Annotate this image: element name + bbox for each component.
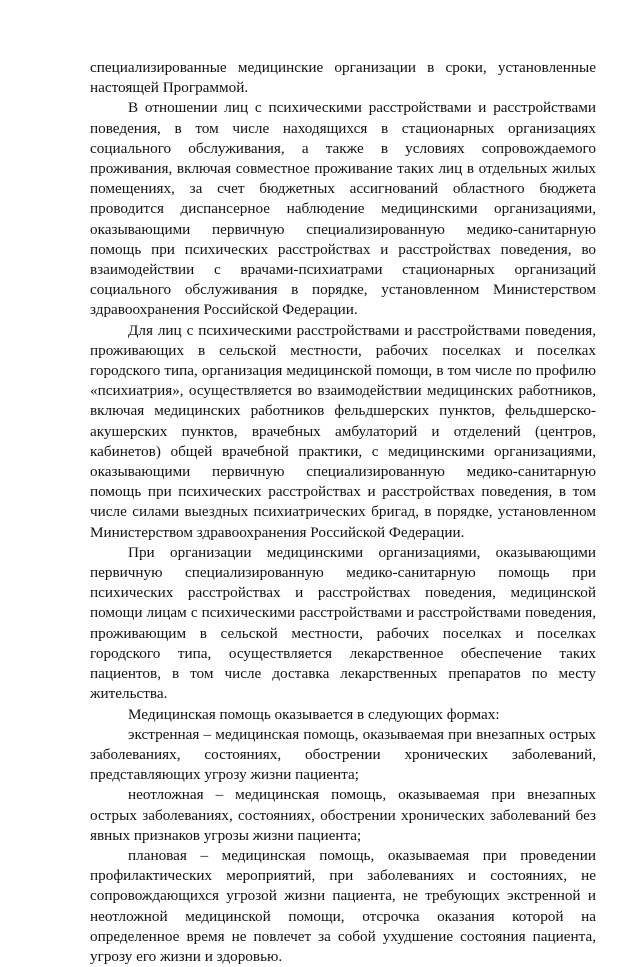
paragraph-dispensary-observation: В отношении лиц с психическими расстройствами и расстройствами поведения, в том числе находящихся в стационарных организациях социального обслуживания, а также в условиях сопровождаемого проживания, включая совместное проживание таких лиц в отдельных жилых помещениях, за счет бюджетных ассигнований областного бюджета проводится диспансерное наблюдение медицинскими организациями, оказывающими первичную специализированную медико-санитарную помощь при психических расстройствах и расстройствах поведения, во взаимодействии с врачами-психиатрами стационарных организаций социального обслуживания в порядке, установленном Министерством здравоохранения Российской Федерации. [90,99,596,319]
paragraph-care-forms-intro: Медицинская помощь оказывается в следующих формах: [128,705,500,723]
paragraph-planned-care: плановая – медицинская помощь, оказываемая при проведении профилактических мероприятий, при заболеваниях и состояниях, не сопровождающихся угрозой жизни пациента, не требующих экстренной и неотложной медицинской помощи, отсрочка оказания которой на определенное время не повлечет за собой ухудшение состояния пациента, угрозу его жизни и здоровью. [90,846,596,965]
paragraph-emergency-care: экстренная – медицинская помощь, оказываемая при внезапных острых заболеваниях, состояниях, обострении хронических заболеваний, представляющих угрозу жизни пациента; [90,725,596,784]
paragraph-drug-supply: При организации медицинскими организациями, оказывающими первичную специализированную медико-санитарную помощь при психических расстройствах и расстройствах поведения, медицинской помощи лицам с психическими расстройствами и расстройствами поведения, проживающим в сельской местности, рабочих поселках и поселках городского типа, осуществляется лекарственное обеспечение таких пациентов, в том числе доставка лекарственных препаратов по месту жительства. [90,543,596,703]
document-page [90,58,596,967]
paragraph-continuation: специализированные медицинские организации в сроки, установленные настоящей Программой. [90,59,596,97]
paragraph-urgent-care: неотложная – медицинская помощь, оказываемая при внезапных острых заболеваниях, состояниях, обострении хронических заболеваний без явных признаков угрозы жизни пациента; [90,786,596,844]
paragraph-rural-care: Для лиц с психическими расстройствами и расстройствами поведения, проживающих в сельской местности, рабочих поселках и поселках городского типа, организация медицинской помощи, в том числе по профилю «психиатрия», осуществляется во взаимодействии медицинских работников, включая медицинских работников фельдшерских пунктов, фельдшерско-акушерских пунктов, врачебных амбулаторий и отделений (центров, кабинетов) общей врачебной практики, с медицинскими организациями, оказывающими первичную специализированную медико-санитарную помощь при психических расстройствах и расстройствах поведения, в том числе силами выездных психиатрических бригад, в порядке, установленном Министерством здравоохранения Российской Федерации. [90,321,596,541]
